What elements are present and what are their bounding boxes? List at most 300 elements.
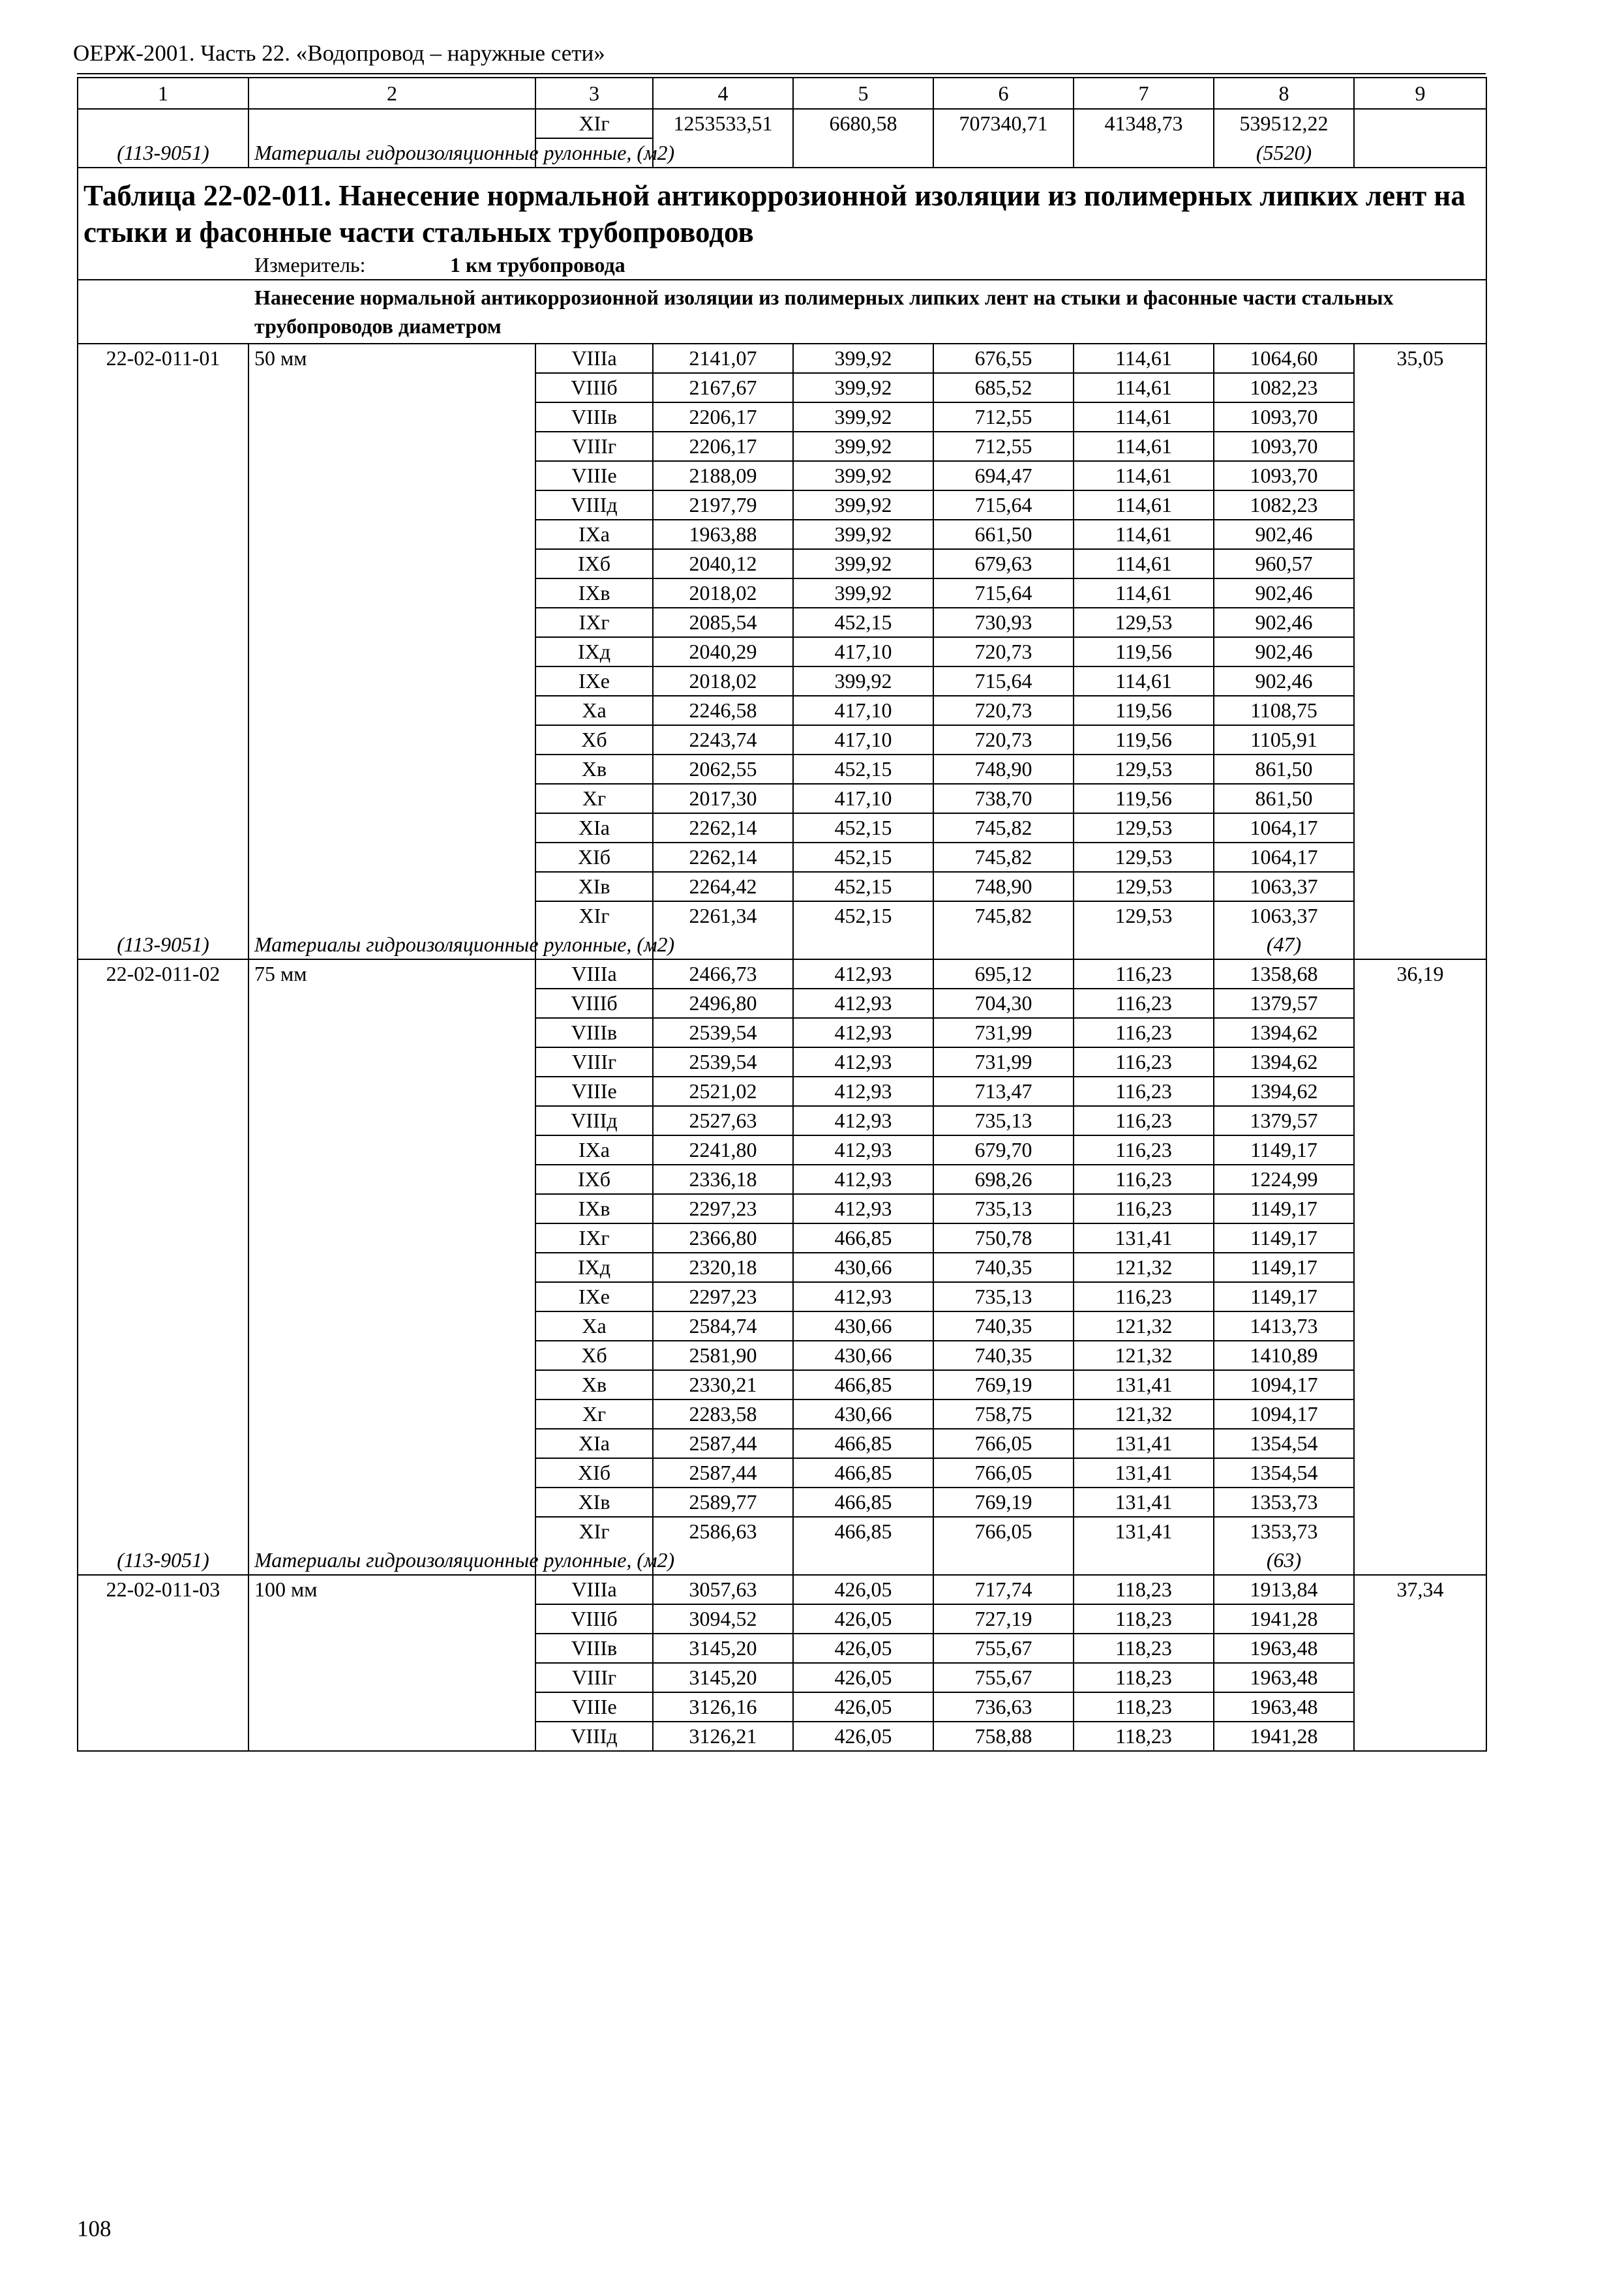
- value-cell: 119,56: [1074, 637, 1214, 666]
- value-cell: 412,93: [793, 959, 933, 989]
- value-cell: 2018,02: [653, 578, 793, 608]
- zone-cell: VIIIв: [535, 1018, 653, 1047]
- value-cell: 131,41: [1074, 1488, 1214, 1517]
- table-row: [78, 1311, 1486, 1341]
- table-row: [78, 1253, 1486, 1282]
- value-cell: 2040,29: [653, 637, 793, 666]
- table-row: [78, 1047, 1486, 1077]
- table-row: [78, 813, 1486, 843]
- value-cell: 412,93: [793, 1047, 933, 1077]
- value-cell: 466,85: [793, 1429, 933, 1458]
- zone-cell: IXа: [535, 520, 653, 549]
- table-row: [78, 373, 1486, 402]
- value-cell: 129,53: [1074, 813, 1214, 843]
- value-cell: 121,32: [1074, 1341, 1214, 1370]
- value-cell: 731,99: [933, 1018, 1074, 1047]
- measure-label: Измеритель:: [254, 253, 366, 277]
- zone-cell: XIб: [535, 843, 653, 872]
- value-cell: 861,50: [1214, 755, 1354, 784]
- value-cell: 2527,63: [653, 1106, 793, 1135]
- value-cell: 1354,54: [1214, 1458, 1354, 1488]
- column-number: 5: [793, 78, 933, 109]
- value-cell: 3145,20: [653, 1634, 793, 1663]
- value-cell: 2262,14: [653, 843, 793, 872]
- value-cell: 758,88: [933, 1722, 1074, 1751]
- rate-code: 22-02-011-01: [78, 344, 248, 373]
- value-cell: 1963,48: [1214, 1692, 1354, 1722]
- value-cell: 1108,75: [1214, 696, 1354, 725]
- value-cell: 430,66: [793, 1253, 933, 1282]
- value-cell: 114,61: [1074, 402, 1214, 432]
- value-cell: 1224,99: [1214, 1165, 1354, 1194]
- value-cell: 2197,79: [653, 490, 793, 520]
- rate-code: 22-02-011-03: [78, 1575, 248, 1604]
- table-row: [78, 432, 1486, 461]
- value-cell: 131,41: [1074, 1370, 1214, 1399]
- value-cell: 412,93: [793, 1165, 933, 1194]
- table-row: [78, 1077, 1486, 1106]
- value-cell: 1094,17: [1214, 1370, 1354, 1399]
- table-row: [78, 1341, 1486, 1370]
- table-row: [78, 666, 1486, 696]
- value-cell: 720,73: [933, 637, 1074, 666]
- labor-value: 37,34: [1354, 1575, 1486, 1604]
- value-cell: 3057,63: [653, 1575, 793, 1604]
- value-cell: 2336,18: [653, 1165, 793, 1194]
- value-cell: 2539,54: [653, 1047, 793, 1077]
- table-row: [78, 872, 1486, 901]
- value-cell: 131,41: [1074, 1429, 1214, 1458]
- value-cell: 119,56: [1074, 784, 1214, 813]
- table-row: [78, 1517, 1486, 1546]
- table-row: [78, 1165, 1486, 1194]
- value-cell: 129,53: [1074, 872, 1214, 901]
- value-cell: 1149,17: [1214, 1253, 1354, 1282]
- value-cell: 3145,20: [653, 1663, 793, 1692]
- value-cell: 2521,02: [653, 1077, 793, 1106]
- value-cell: 1963,48: [1214, 1663, 1354, 1692]
- zone-cell: VIIIе: [535, 461, 653, 490]
- value-cell: 740,35: [933, 1341, 1074, 1370]
- value-cell: 902,46: [1214, 608, 1354, 637]
- zone-cell: Xб: [535, 1341, 653, 1370]
- value-cell: 417,10: [793, 696, 933, 725]
- value-cell: 1064,17: [1214, 813, 1354, 843]
- value-cell: 2264,42: [653, 872, 793, 901]
- value-cell: 1093,70: [1214, 432, 1354, 461]
- value-cell: 2584,74: [653, 1311, 793, 1341]
- table-row: [78, 1458, 1486, 1488]
- column-number: 9: [1354, 78, 1486, 109]
- zone-cell: IXб: [535, 549, 653, 578]
- zone-cell: IXд: [535, 1253, 653, 1282]
- value-cell: 902,46: [1214, 520, 1354, 549]
- value-cell: 2017,30: [653, 784, 793, 813]
- zone-cell: VIIIг: [535, 1663, 653, 1692]
- value-cell: 119,56: [1074, 696, 1214, 725]
- table-row: [78, 344, 1486, 373]
- table-row: [78, 1223, 1486, 1253]
- zone-cell: IXг: [535, 608, 653, 637]
- value-cell: 1063,37: [1214, 901, 1354, 930]
- table-title-row: [78, 168, 1486, 280]
- value-cell: 539512,22: [1214, 109, 1354, 138]
- measure-value: 1 км трубопровода: [450, 253, 625, 277]
- zone-cell: Xг: [535, 784, 653, 813]
- value-cell: 2246,58: [653, 696, 793, 725]
- material-name: Материалы гидроизоляционные рулонные, (м2): [248, 930, 535, 959]
- value-cell: 717,74: [933, 1575, 1074, 1604]
- value-cell: 6680,58: [793, 109, 933, 138]
- value-cell: 430,66: [793, 1399, 933, 1429]
- value-cell: 2589,77: [653, 1488, 793, 1517]
- value-cell: 426,05: [793, 1634, 933, 1663]
- value-cell: 1354,54: [1214, 1429, 1354, 1458]
- value-cell: 1358,68: [1214, 959, 1354, 989]
- value-cell: 121,32: [1074, 1253, 1214, 1282]
- zone-cell: IXг: [535, 1223, 653, 1253]
- table-title: Таблица 22-02-011. Нанесение нормальной антикоррозионной изоляции из полимерных липких лент на стыки и фасонные части стальных трубопроводов: [83, 179, 1466, 248]
- table-row: [78, 1399, 1486, 1429]
- zone-cell: VIIIд: [535, 490, 653, 520]
- value-cell: 399,92: [793, 666, 933, 696]
- value-cell: 412,93: [793, 989, 933, 1018]
- value-cell: 426,05: [793, 1722, 933, 1751]
- value-cell: 766,05: [933, 1429, 1074, 1458]
- value-cell: 116,23: [1074, 1077, 1214, 1106]
- zone-cell: VIIIе: [535, 1077, 653, 1106]
- value-cell: 727,19: [933, 1604, 1074, 1634]
- value-cell: 1394,62: [1214, 1018, 1354, 1047]
- value-cell: 399,92: [793, 578, 933, 608]
- value-cell: 679,63: [933, 549, 1074, 578]
- measure-row: [83, 250, 1481, 279]
- zone-cell: Xв: [535, 1370, 653, 1399]
- value-cell: 466,85: [793, 1370, 933, 1399]
- value-cell: 769,19: [933, 1488, 1074, 1517]
- value-cell: 118,23: [1074, 1722, 1214, 1751]
- value-cell: 769,19: [933, 1370, 1074, 1399]
- value-cell: 2539,54: [653, 1018, 793, 1047]
- material-code: (113-9051): [78, 138, 248, 168]
- value-cell: 740,35: [933, 1253, 1074, 1282]
- page-header: ОЕРЖ-2001. Часть 22. «Водопровод – наружные сети»: [73, 40, 605, 66]
- value-cell: 1379,57: [1214, 1106, 1354, 1135]
- value-cell: 735,13: [933, 1282, 1074, 1311]
- value-cell: 1394,62: [1214, 1047, 1354, 1077]
- value-cell: 960,57: [1214, 549, 1354, 578]
- value-cell: 1149,17: [1214, 1223, 1354, 1253]
- value-cell: 121,32: [1074, 1399, 1214, 1429]
- diameter-label: 75 мм: [248, 959, 535, 989]
- column-number: 6: [933, 78, 1074, 109]
- labor-value: 35,05: [1354, 344, 1486, 373]
- table-row: [78, 578, 1486, 608]
- value-cell: 426,05: [793, 1604, 933, 1634]
- value-cell: 1413,73: [1214, 1311, 1354, 1341]
- table-row: [78, 1429, 1486, 1458]
- table-row: [78, 1722, 1486, 1751]
- table-row: [78, 1194, 1486, 1223]
- value-cell: 1094,17: [1214, 1399, 1354, 1429]
- value-cell: 466,85: [793, 1458, 933, 1488]
- table-row: [78, 461, 1486, 490]
- value-cell: 2581,90: [653, 1341, 793, 1370]
- value-cell: 116,23: [1074, 1194, 1214, 1223]
- table-row: [78, 637, 1486, 666]
- value-cell: 116,23: [1074, 959, 1214, 989]
- value-cell: 698,26: [933, 1165, 1074, 1194]
- zone-cell: Xб: [535, 725, 653, 755]
- zone-cell: VIIIа: [535, 344, 653, 373]
- value-cell: 1941,28: [1214, 1722, 1354, 1751]
- zone-cell: XIг: [535, 901, 653, 930]
- value-cell: 2586,63: [653, 1517, 793, 1546]
- value-cell: 417,10: [793, 637, 933, 666]
- zone-cell: XIа: [535, 1429, 653, 1458]
- value-cell: 2018,02: [653, 666, 793, 696]
- value-cell: 750,78: [933, 1223, 1074, 1253]
- value-cell: 129,53: [1074, 843, 1214, 872]
- value-cell: 1253533,51: [653, 109, 793, 138]
- header-rule: [77, 73, 1486, 74]
- column-number: 1: [78, 78, 248, 109]
- value-cell: 2466,73: [653, 959, 793, 989]
- zone-cell: VIIIе: [535, 1692, 653, 1722]
- value-cell: 1353,73: [1214, 1517, 1354, 1546]
- column-number: 4: [653, 78, 793, 109]
- value-cell: 426,05: [793, 1575, 933, 1604]
- zone-cell: VIIIг: [535, 432, 653, 461]
- value-cell: 2241,80: [653, 1135, 793, 1165]
- value-cell: 129,53: [1074, 755, 1214, 784]
- value-cell: 412,93: [793, 1077, 933, 1106]
- value-cell: 730,93: [933, 608, 1074, 637]
- value-cell: 720,73: [933, 725, 1074, 755]
- value-cell: 736,63: [933, 1692, 1074, 1722]
- value-cell: 129,53: [1074, 608, 1214, 637]
- value-cell: 712,55: [933, 432, 1074, 461]
- value-cell: 412,93: [793, 1135, 933, 1165]
- value-cell: 114,61: [1074, 549, 1214, 578]
- value-cell: 676,55: [933, 344, 1074, 373]
- value-cell: 745,82: [933, 813, 1074, 843]
- table-row: [78, 696, 1486, 725]
- value-cell: 755,67: [933, 1663, 1074, 1692]
- zone-cell: VIIIв: [535, 402, 653, 432]
- value-cell: 129,53: [1074, 901, 1214, 930]
- value-cell: 399,92: [793, 549, 933, 578]
- value-cell: 466,85: [793, 1223, 933, 1253]
- value-cell: 412,93: [793, 1282, 933, 1311]
- value-cell: 452,15: [793, 843, 933, 872]
- value-cell: 399,92: [793, 373, 933, 402]
- value-cell: 1913,84: [1214, 1575, 1354, 1604]
- value-cell: 1082,23: [1214, 373, 1354, 402]
- table-row: [78, 1692, 1486, 1722]
- value-cell: 2587,44: [653, 1429, 793, 1458]
- value-cell: 748,90: [933, 755, 1074, 784]
- value-cell: 2261,34: [653, 901, 793, 930]
- table-row: [78, 1575, 1486, 1604]
- material-quantity: (47): [1214, 930, 1354, 959]
- value-cell: 3094,52: [653, 1604, 793, 1634]
- material-name: Материалы гидроизоляционные рулонные, (м2): [248, 138, 535, 168]
- value-cell: 1379,57: [1214, 989, 1354, 1018]
- value-cell: 712,55: [933, 402, 1074, 432]
- value-cell: 2330,21: [653, 1370, 793, 1399]
- value-cell: 399,92: [793, 344, 933, 373]
- value-cell: 1093,70: [1214, 461, 1354, 490]
- table-row: [78, 1135, 1486, 1165]
- value-cell: 399,92: [793, 490, 933, 520]
- value-cell: 1064,17: [1214, 843, 1354, 872]
- zone-cell: IXе: [535, 666, 653, 696]
- value-cell: 116,23: [1074, 989, 1214, 1018]
- table-row: [78, 755, 1486, 784]
- column-number-row: [78, 78, 1486, 109]
- material-code: (113-9051): [78, 930, 248, 959]
- value-cell: 735,13: [933, 1194, 1074, 1223]
- diameter-label: 100 мм: [248, 1575, 535, 1604]
- diameter-label: 50 мм: [248, 344, 535, 373]
- table-row: [78, 1370, 1486, 1399]
- rates-table: [77, 77, 1487, 1752]
- value-cell: 426,05: [793, 1692, 933, 1722]
- zone-cell: Xг: [535, 1399, 653, 1429]
- value-cell: 902,46: [1214, 666, 1354, 696]
- table-row: [78, 1106, 1486, 1135]
- table-row: [78, 520, 1486, 549]
- value-cell: 119,56: [1074, 725, 1214, 755]
- material-row: [78, 138, 1486, 168]
- value-cell: 745,82: [933, 843, 1074, 872]
- value-cell: 685,52: [933, 373, 1074, 402]
- value-cell: 114,61: [1074, 344, 1214, 373]
- zone-cell: VIIIа: [535, 959, 653, 989]
- value-cell: 412,93: [793, 1018, 933, 1047]
- value-cell: 2062,55: [653, 755, 793, 784]
- value-cell: 1149,17: [1214, 1194, 1354, 1223]
- zone-cell: VIIIг: [535, 1047, 653, 1077]
- zone-cell: IXв: [535, 578, 653, 608]
- value-cell: 452,15: [793, 872, 933, 901]
- zone-cell: Xа: [535, 1311, 653, 1341]
- value-cell: 131,41: [1074, 1458, 1214, 1488]
- page-number: 108: [77, 2216, 112, 2241]
- table-subtitle: Нанесение нормальной антикоррозионной изоляции из полимерных липких лент на стыки и фасонные части стальных трубопроводов диаметром: [254, 286, 1394, 338]
- value-cell: 116,23: [1074, 1282, 1214, 1311]
- value-cell: 731,99: [933, 1047, 1074, 1077]
- value-cell: 745,82: [933, 901, 1074, 930]
- value-cell: 1353,73: [1214, 1488, 1354, 1517]
- value-cell: 114,61: [1074, 490, 1214, 520]
- value-cell: 399,92: [793, 520, 933, 549]
- value-cell: 412,93: [793, 1106, 933, 1135]
- value-cell: 2366,80: [653, 1223, 793, 1253]
- table-row: [78, 843, 1486, 872]
- zone-cell: IXа: [535, 1135, 653, 1165]
- value-cell: 902,46: [1214, 578, 1354, 608]
- value-cell: 118,23: [1074, 1604, 1214, 1634]
- value-cell: 116,23: [1074, 1165, 1214, 1194]
- value-cell: 2085,54: [653, 608, 793, 637]
- table-row: [78, 959, 1486, 989]
- table-row: [78, 1604, 1486, 1634]
- value-cell: 735,13: [933, 1106, 1074, 1135]
- value-cell: 694,47: [933, 461, 1074, 490]
- table-row: [78, 1663, 1486, 1692]
- table-row: [78, 549, 1486, 578]
- value-cell: 399,92: [793, 402, 933, 432]
- value-cell: 412,93: [793, 1194, 933, 1223]
- value-cell: 2167,67: [653, 373, 793, 402]
- value-cell: 1149,17: [1214, 1135, 1354, 1165]
- value-cell: 121,32: [1074, 1311, 1214, 1341]
- value-cell: 452,15: [793, 813, 933, 843]
- zone-cell: Xв: [535, 755, 653, 784]
- value-cell: 715,64: [933, 578, 1074, 608]
- material-name: Материалы гидроизоляционные рулонные, (м2): [248, 1546, 535, 1575]
- value-cell: 704,30: [933, 989, 1074, 1018]
- value-cell: 1410,89: [1214, 1341, 1354, 1370]
- value-cell: 2320,18: [653, 1253, 793, 1282]
- value-cell: 2206,17: [653, 432, 793, 461]
- value-cell: 116,23: [1074, 1135, 1214, 1165]
- zone-cell: XIа: [535, 813, 653, 843]
- value-cell: 748,90: [933, 872, 1074, 901]
- column-number: 7: [1074, 78, 1214, 109]
- table-row: [78, 784, 1486, 813]
- value-cell: 399,92: [793, 432, 933, 461]
- value-cell: 114,61: [1074, 520, 1214, 549]
- value-cell: 114,61: [1074, 578, 1214, 608]
- table-row: [78, 402, 1486, 432]
- column-number: 2: [248, 78, 535, 109]
- zone-cell: VIIIб: [535, 1604, 653, 1634]
- value-cell: 2587,44: [653, 1458, 793, 1488]
- zone-cell: XIб: [535, 1458, 653, 1488]
- value-cell: 1963,48: [1214, 1634, 1354, 1663]
- value-cell: 707340,71: [933, 109, 1074, 138]
- table-row: [78, 989, 1486, 1018]
- value-cell: 426,05: [793, 1663, 933, 1692]
- value-cell: 755,67: [933, 1634, 1074, 1663]
- zone-cell: IXб: [535, 1165, 653, 1194]
- material-row: [78, 930, 1486, 959]
- value-cell: 452,15: [793, 608, 933, 637]
- zone-cell: XIг: [535, 1517, 653, 1546]
- zone-cell: XIв: [535, 1488, 653, 1517]
- value-cell: 679,70: [933, 1135, 1074, 1165]
- value-cell: 452,15: [793, 901, 933, 930]
- zone-cell: IXв: [535, 1194, 653, 1223]
- value-cell: 758,75: [933, 1399, 1074, 1429]
- value-cell: 116,23: [1074, 1018, 1214, 1047]
- value-cell: 2496,80: [653, 989, 793, 1018]
- zone-cell: IXд: [535, 637, 653, 666]
- zone-cell: VIIIд: [535, 1106, 653, 1135]
- value-cell: 114,61: [1074, 432, 1214, 461]
- value-cell: 118,23: [1074, 1692, 1214, 1722]
- value-cell: 2297,23: [653, 1282, 793, 1311]
- value-cell: 430,66: [793, 1341, 933, 1370]
- value-cell: 452,15: [793, 755, 933, 784]
- value-cell: 738,70: [933, 784, 1074, 813]
- zone-cell: VIIIб: [535, 989, 653, 1018]
- value-cell: 131,41: [1074, 1223, 1214, 1253]
- value-cell: 2243,74: [653, 725, 793, 755]
